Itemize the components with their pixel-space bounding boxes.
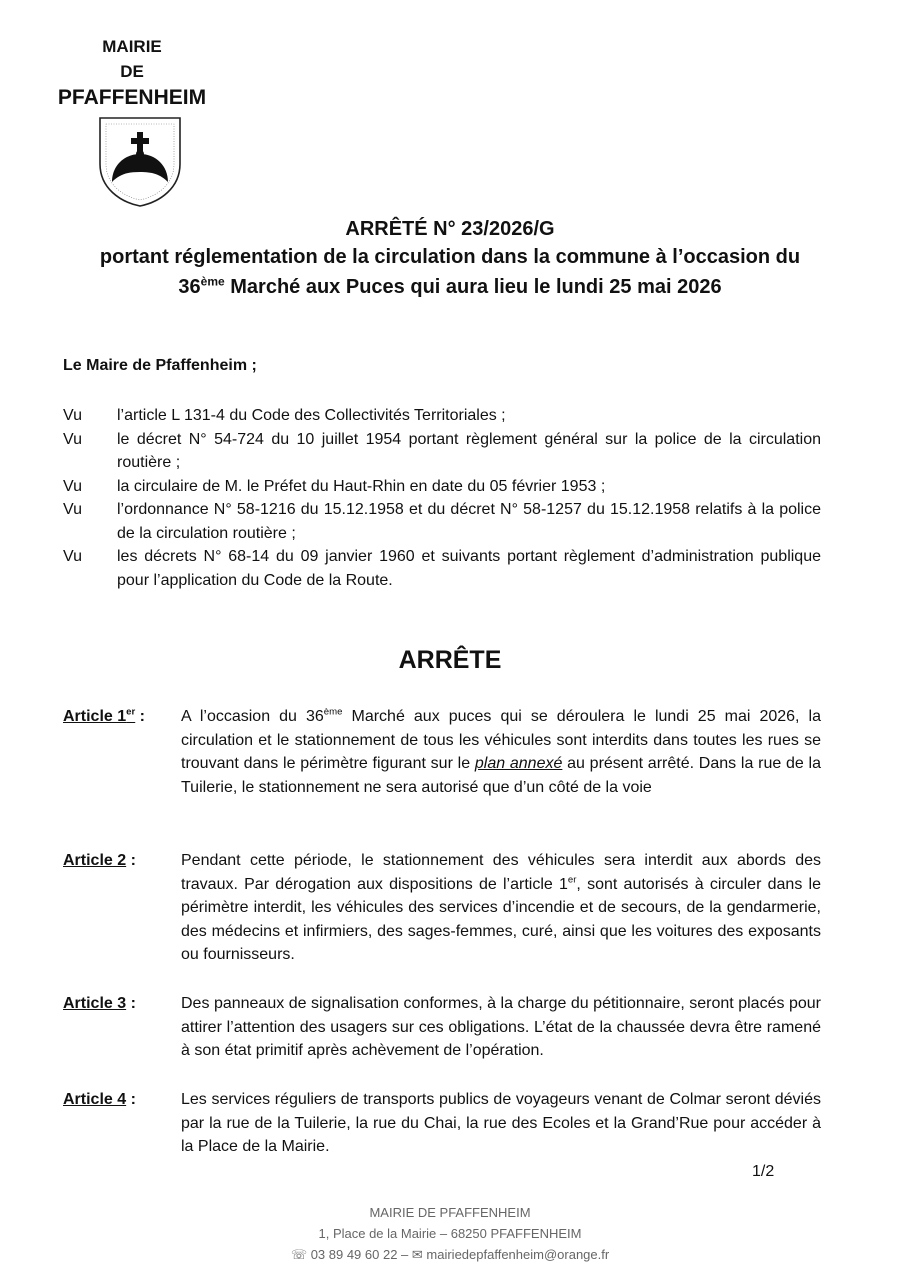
title-line-3-pre: 36 [178, 276, 201, 298]
maire-heading: Le Maire de Pfaffenheim ; [63, 357, 257, 374]
article-2-label-text: Article 2 [63, 852, 127, 869]
title-line-3-sup: ème [200, 274, 225, 289]
vu-item [63, 428, 821, 475]
vu-text: l’ordonnance N° 58-1216 du 15.12.1958 et du décret N° 58-1257 du 15.12.1958 relatifs à la police de la circulation routière ; [117, 501, 821, 542]
article-4-text: Les services réguliers de transports publics de voyageurs venant de Colmar seront déviés par la rue de la Tuilerie, la rue du Chai, la rue des Ecoles et la Grand’Rue pour accéder à la Place de la Mairie. [181, 1091, 821, 1156]
footer-line-1: MAIRIE DE PFAFFENHEIM [369, 1205, 531, 1220]
arrete-number: ARRÊTÉ N° 23/2026/G [345, 218, 555, 240]
article-2-text-sup: er [567, 874, 577, 886]
article-4-label-text: Article 4 [63, 1091, 127, 1108]
phone-icon: ☏ [290, 1247, 311, 1262]
vu-item [63, 475, 821, 499]
header-line-2: DE [120, 62, 144, 81]
article-1-text [181, 705, 821, 799]
arrete-heading: ARRÊTE [398, 646, 502, 674]
footer-line-3 [200, 1244, 700, 1265]
vu-item [63, 404, 821, 428]
plan-annexe-reference: plan annexé [474, 755, 563, 773]
article-1-label-sup: er [126, 706, 136, 718]
article-4-label [63, 1088, 181, 1159]
article-1-label-colon: : [135, 708, 145, 725]
article-1 [63, 705, 821, 799]
mail-icon: ✉ [411, 1247, 427, 1262]
header-line-1: MAIRIE [102, 37, 162, 56]
article-3-label [63, 992, 181, 1063]
footer-email: mairiedepfaffenheim@orange.fr [426, 1247, 610, 1262]
vu-list [63, 404, 821, 592]
article-1-text-post: au présent arrêté. Dans la rue de la Tuilerie, le stationnement ne sera autorisé que d’un côté de la voie [181, 755, 821, 796]
article-3-text: Des panneaux de signalisation conformes, à la charge du pétitionnaire, seront placés pour attirer l’attention des usagers sur ces obligations. L’état de la chaussée devra être ramené à son état primitif après achèvement de l’opération. [181, 995, 821, 1060]
mairie-header [52, 34, 212, 112]
article-1-text-mid: Marché aux puces qui se déroulera le lundi 25 mai 2026, la circulation et le stationnement de tous les véhicules sont interdits dans toutes les rues se trouvant dans le périmètre figurant sur le [181, 708, 821, 773]
title-line-3 [40, 276, 860, 299]
article-4-label-colon: : [126, 1091, 136, 1108]
article-2-label [63, 849, 181, 967]
article-3-label-text: Article 3 [63, 995, 127, 1012]
vu-label: Vu [63, 407, 82, 424]
vu-text: les décrets N° 68-14 du 09 janvier 1960 et suivants portant règlement d’administration publique pour l’application du Code de la Route. [117, 548, 821, 589]
article-4 [63, 1088, 821, 1159]
vu-label: Vu [63, 501, 82, 518]
article-1-label [63, 705, 181, 799]
footer-line-2: 1, Place de la Mairie – 68250 PFAFFENHEIM [318, 1226, 582, 1241]
article-2-label-colon: : [126, 852, 136, 869]
vu-label: Vu [63, 477, 82, 495]
article-2-text-pre: Pendant cette période, le stationnement des véhicules sera interdit aux abords des travaux. Par dérogation aux dispositions de l’article 1 [181, 852, 821, 893]
vu-label: Vu [63, 548, 82, 565]
article-2-text-post: , sont autorisés à circuler dans le périmètre interdit, les véhicules des services d’incendie et de secours, de la gendarmerie, des médecins et infirmiers, des sages-femmes, curé, ainsi que les voitures des exposants ou fournisseurs. [181, 875, 821, 964]
article-1-label-text: Article 1 [63, 708, 127, 725]
footer-phone: 03 89 49 60 22 – [310, 1247, 412, 1262]
vu-item [63, 545, 821, 592]
coat-of-arms-icon [98, 116, 182, 208]
title-line-2: portant réglementation de la circulation dans la commune à l’occasion du [99, 246, 801, 268]
footer [200, 1202, 700, 1265]
header-line-3: PFAFFENHEIM [57, 86, 207, 109]
vu-text: le décret N° 54-724 du 10 juillet 1954 portant règlement général sur la police de la circulation routière ; [117, 430, 821, 471]
vu-label: Vu [63, 430, 82, 448]
article-3 [63, 992, 821, 1063]
vu-text: l’article L 131-4 du Code des Collectivités Territoriales ; [117, 407, 506, 424]
article-1-text-sup: ème [323, 706, 343, 718]
article-1-text-pre: A l’occasion du 36 [181, 708, 324, 725]
article-2-text [181, 849, 821, 967]
article-2 [63, 849, 821, 967]
article-3-label-colon: : [126, 995, 136, 1012]
title-line-3-post: Marché aux Puces qui aura lieu le lundi 25 mai 2026 [224, 276, 722, 298]
vu-item [63, 498, 821, 545]
vu-text: la circulaire de M. le Préfet du Haut-Rhin en date du 05 février 1953 ; [117, 477, 606, 495]
page-number: 1/2 [752, 1163, 775, 1180]
